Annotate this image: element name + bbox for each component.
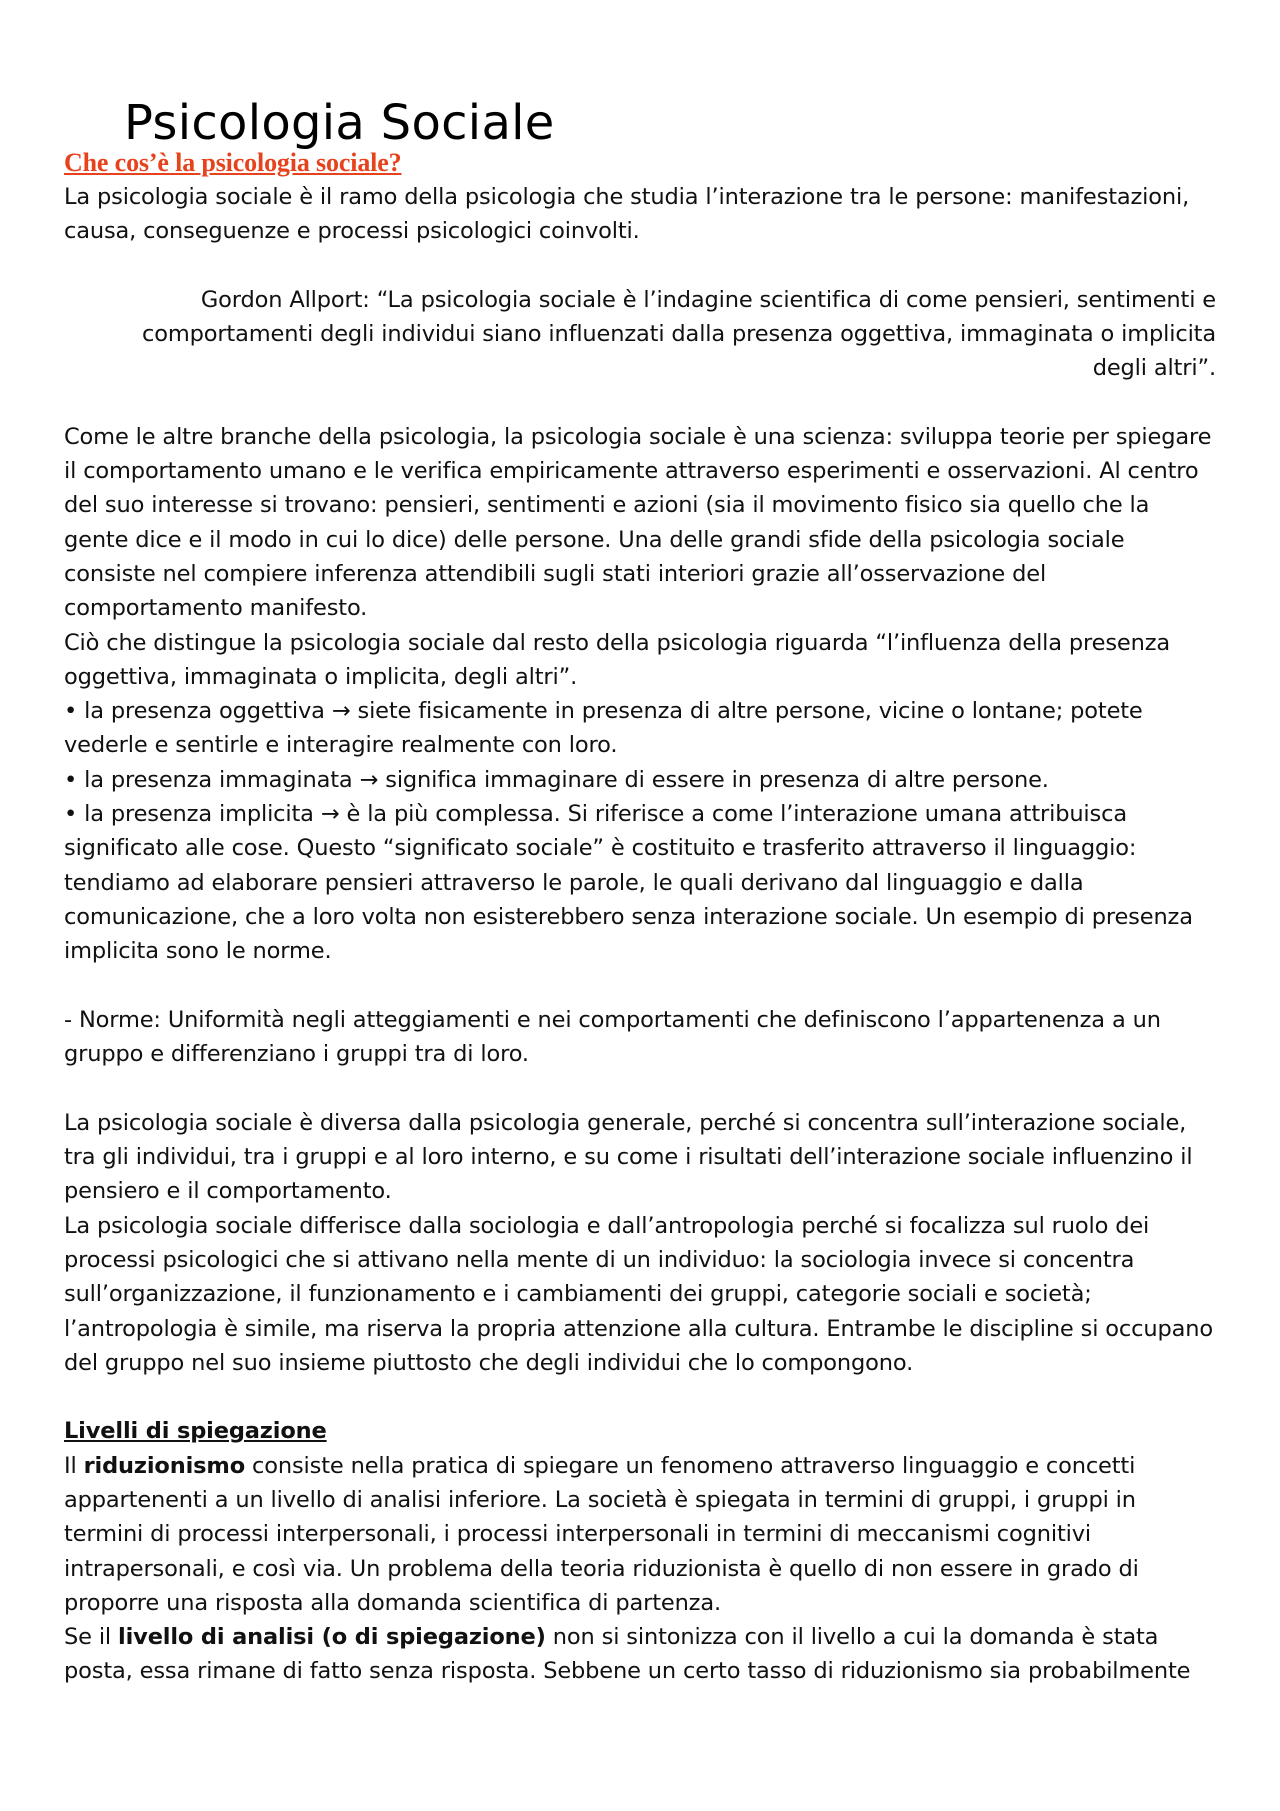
level-prefix: Se il	[64, 1624, 119, 1651]
level-of-analysis-paragraph	[64, 1620, 1216, 1689]
reductionism-paragraph	[64, 1449, 1216, 1620]
reductionism-text: consiste nella pratica di spiegare un fenomeno attraverso linguaggio e concetti appartenenti a un livello di analisi inferiore. La società è spiegata in termini di gruppi, i gruppi in termini di processi interpersonali, i processi interpersonali in termini di meccanismi cognitivi intrapersonali, e così via. Un problema della teoria riduzionista è quello di non essere in grado di proporre una risposta alla domanda scientifica di partenza.	[64, 1452, 1139, 1616]
level-of-analysis-term: livello di analisi (o di spiegazione)	[118, 1624, 546, 1651]
level-text: non si sintonizza con il livello a cui la domanda è stata posta, essa rimane di fatto senza risposta. Sebbene un certo tasso di riduzionismo sia probabilmente	[64, 1624, 1191, 1685]
document-page	[64, 88, 1216, 1689]
distinguish-paragraph: Ciò che distingue la psicologia sociale dal resto della psicologia riguarda “l’influenza della presenza oggettiva, immaginata o implicita, degli altri”.	[64, 629, 1171, 690]
document-title: Psicologia Sociale	[124, 95, 555, 151]
reductionism-prefix: Il	[64, 1452, 84, 1479]
reductionism-term: riduzionismo	[83, 1452, 246, 1479]
allport-quote: Gordon Allport: “La psicologia sociale è l’indagine scientifica di come pensieri, sentimenti e comportamenti degli individui siano influenzati dalla presenza oggettiva, immaginata o implicita degli altri”.	[141, 286, 1216, 382]
bullet-objective-presence: • la presenza oggettiva → siete fisicamente in presenza di altre persone, vicine o lontane; potete vederle e sentirle e interagire realmente con loro.	[64, 698, 1143, 759]
general-psychology-paragraph: La psicologia sociale è diversa dalla psicologia generale, perché si concentra sull’interazione sociale, tra gli individui, tra i gruppi e al loro interno, e su come i risultati dell’interazione sociale influenzino il pensiero e il comportamento.	[64, 1109, 1193, 1205]
bullet-imagined-presence: • la presenza immaginata → significa immaginare di essere in presenza di altre persone.	[64, 766, 1049, 793]
spacer	[64, 1380, 1216, 1414]
norms-paragraph: - Norme: Uniformità negli atteggiamenti e nei comportamenti che definiscono l’appartenenza a un gruppo e differenziano i gruppi tra di loro.	[64, 1006, 1161, 1068]
bullet-implicit-presence: • la presenza implicita → è la più complessa. Si riferisce a come l’interazione umana attribuisca significato alle cose. Questo “significato sociale” è costituito e trasferito attraverso il linguaggio: tendiamo ad elaborare pensieri attraverso le parole, le quali derivano dal linguaggio e dalla comunicazione, che a loro volta non esisterebbero senza interazione sociale. Un esempio di presenza implicita sono le norme.	[64, 801, 1193, 965]
section-heading-levels: Livelli di spiegazione	[64, 1418, 327, 1445]
intro-paragraph: La psicologia sociale è il ramo della psicologia che studia l’interazione tra le persone: manifestazioni, causa, conseguenze e processi psicologici coinvolti.	[64, 184, 1190, 245]
science-paragraph: Come le altre branche della psicologia, la psicologia sociale è una scienza: sviluppa teorie per spiegare il comportamento umano e le verifica empiricamente attraverso esperimenti e osservazioni. Al centro del suo interesse si trovano: pensieri, sentimenti e azioni (sia il movimento fisico sia quello che la gente dice e il modo in cui lo dice) delle persone. Una delle grandi sfide della psicologia sociale consiste nel compiere inferenza attendibili sugli stati interiori grazie all’osservazione del comportamento manifesto.	[64, 423, 1212, 622]
spacer	[64, 385, 1216, 419]
section-heading-what-is: Che cos’è la psicologia sociale?	[64, 148, 402, 177]
spacer	[64, 1071, 1216, 1105]
sociology-paragraph: La psicologia sociale differisce dalla sociologia e dall’antropologia perché si focalizza sul ruolo dei processi psicologici che si attivano nella mente di un individuo: la sociologia invece si concentra sull’organizzazione, il funzionamento e i cambiamenti dei gruppi, categorie sociali e società; l’antropologia è simile, ma riserva la propria attenzione alla cultura. Entrambe le discipline si occupano del gruppo nel suo insieme piuttosto che degli individui che lo compongono.	[64, 1212, 1213, 1376]
spacer	[64, 969, 1216, 1003]
